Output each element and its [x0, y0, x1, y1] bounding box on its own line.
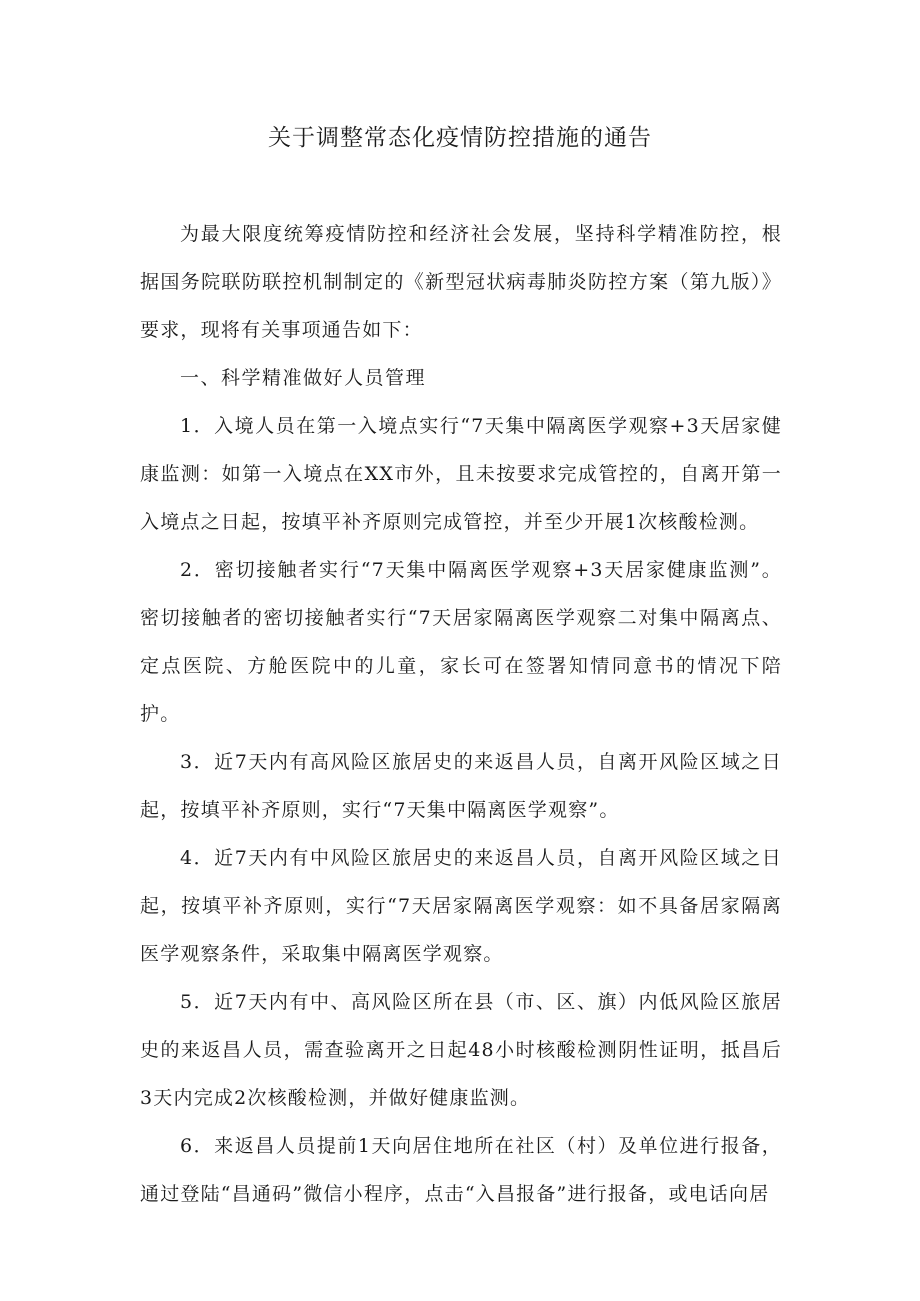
list-item: 2．密切接触者实行“7天集中隔离医学观察+3天居家健康监测”。密切接触者的密切接触者实行“7天居家隔离医学观察二对集中隔离点、定点医院、方舱医院中的儿童，家长可在签署知情同意书的情况下陪护。 [140, 559, 782, 725]
intro-paragraph: 为最大限度统筹疫情防控和经济社会发展，坚持科学精准防控，根据国务院联防联控机制制定的《新型冠状病毒肺炎防控方案（第九版）》要求，现将有关事项通告如下： [140, 223, 782, 341]
list-item: 3．近7天内有高风险区旅居史的来返昌人员，自离开风险区域之日起，按填平补齐原则，实行“7天集中隔离医学观察”。 [140, 751, 782, 821]
list-item: 6．来返昌人员提前1天向居住地所在社区（村）及单位进行报备，通过登陆“昌通码”微信小程序，点击“入昌报备”进行报备，或电话向居 [140, 1135, 782, 1205]
list-item: 1．入境人员在第一入境点实行“7天集中隔离医学观察+3天居家健康监测：如第一入境点在XX市外，且未按要求完成管控的，自离开第一入境点之日起，按填平补齐原则完成管控，并至少开展1次核酸检测。 [140, 415, 782, 533]
section-heading: 一、科学精准做好人员管理 [180, 367, 427, 389]
document-title: 关于调整常态化疫情防控措施的通告 [268, 125, 652, 151]
list-item: 5．近7天内有中、高风险区所在县（市、区、旗）内低风险区旅居史的来返昌人员，需查验离开之日起48小时核酸检测阴性证明，抵昌后3天内完成2次核酸检测，并做好健康监测。 [140, 991, 782, 1109]
document-body [140, 210, 782, 1218]
list-item: 4．近7天内有中风险区旅居史的来返昌人员，自离开风险区域之日起，按填平补齐原则，实行“7天居家隔离医学观察：如不具备居家隔离医学观察条件，采取集中隔离医学观察。 [140, 847, 782, 965]
